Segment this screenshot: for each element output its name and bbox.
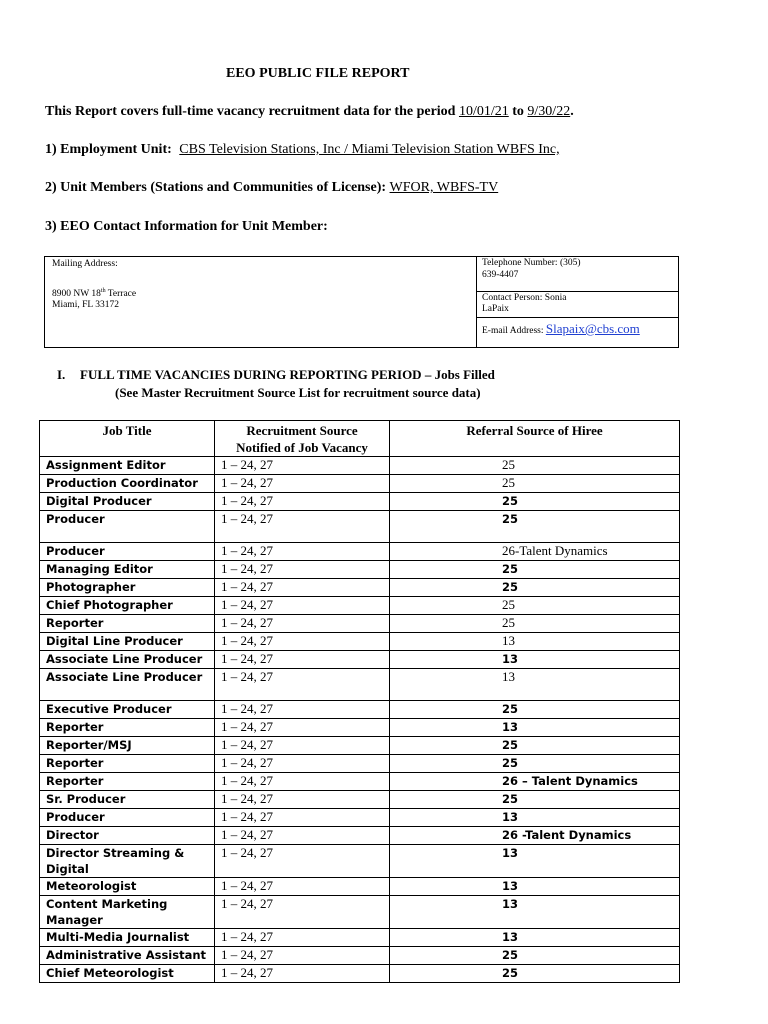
job-title-cell: Administrative Assistant bbox=[40, 947, 215, 965]
period-start: 10/01/21 bbox=[458, 104, 509, 119]
recruitment-source-cell: 1 – 24, 27 bbox=[215, 561, 390, 579]
recruitment-source-cell: 1 – 24, 27 bbox=[215, 827, 390, 845]
table-row bbox=[40, 633, 680, 651]
referral-source-cell: 25 bbox=[390, 561, 680, 579]
recruitment-source-cell: 1 – 24, 27 bbox=[215, 597, 390, 615]
recruitment-source-cell: 1 – 24, 27 bbox=[215, 791, 390, 809]
recruitment-source-cell: 1 – 24, 27 bbox=[215, 615, 390, 633]
job-title-cell: Digital Line Producer bbox=[40, 633, 215, 651]
referral-source-cell: 13 bbox=[390, 929, 680, 947]
referral-source-cell: 25 bbox=[390, 511, 680, 543]
table-row bbox=[40, 493, 680, 511]
phone-line2: 639-4407 bbox=[482, 270, 519, 280]
recruitment-source-cell: 1 – 24, 27 bbox=[215, 457, 390, 475]
referral-source-cell: 26-Talent Dynamics bbox=[390, 543, 680, 561]
recruitment-source-cell: 1 – 24, 27 bbox=[215, 475, 390, 493]
recruitment-source-cell: 1 – 24, 27 bbox=[215, 511, 390, 543]
referral-source-cell: 25 bbox=[390, 493, 680, 511]
job-title-cell: Reporter bbox=[40, 755, 215, 773]
contact-info-heading: 3) EEO Contact Information for Unit Member: bbox=[45, 219, 328, 234]
table-row bbox=[40, 896, 680, 929]
referral-source-cell: 13 bbox=[390, 669, 680, 701]
table-row bbox=[40, 737, 680, 755]
referral-source-cell: 25 bbox=[390, 579, 680, 597]
header-referral-source: Referral Source of Hiree bbox=[390, 421, 680, 457]
job-title-cell: Chief Meteorologist bbox=[40, 965, 215, 983]
table-row bbox=[40, 719, 680, 737]
table-row bbox=[40, 755, 680, 773]
referral-source-cell: 25 bbox=[390, 475, 680, 493]
job-title-cell: Digital Producer bbox=[40, 493, 215, 511]
job-title-cell: Sr. Producer bbox=[40, 791, 215, 809]
recruitment-source-cell: 1 – 24, 27 bbox=[215, 737, 390, 755]
table-body bbox=[40, 457, 680, 983]
table-row bbox=[40, 965, 680, 983]
recruitment-source-cell: 1 – 24, 27 bbox=[215, 845, 390, 878]
referral-source-cell: 26 – Talent Dynamics bbox=[390, 773, 680, 791]
referral-source-cell: 13 bbox=[390, 651, 680, 669]
phone-line1: Telephone Number: (305) bbox=[482, 258, 581, 268]
email-label: E-mail Address: bbox=[482, 326, 544, 336]
table-row bbox=[40, 511, 680, 543]
referral-source-cell: 25 bbox=[390, 737, 680, 755]
address-line1: 8900 NW 18th Terrace bbox=[52, 288, 137, 300]
unit-members-line bbox=[45, 180, 498, 196]
job-title-cell: Director Streaming & Digital bbox=[40, 845, 215, 878]
recruitment-source-cell: 1 – 24, 27 bbox=[215, 543, 390, 561]
job-title-cell: Producer bbox=[40, 809, 215, 827]
unit-members-label: 2) Unit Members (Stations and Communities of License): bbox=[45, 180, 387, 195]
recruitment-source-cell: 1 – 24, 27 bbox=[215, 878, 390, 896]
recruitment-source-cell: 1 – 24, 27 bbox=[215, 669, 390, 701]
recruitment-source-cell: 1 – 24, 27 bbox=[215, 755, 390, 773]
table-row bbox=[40, 597, 680, 615]
referral-source-cell: 25 bbox=[390, 947, 680, 965]
period-end: 9/30/22 bbox=[527, 104, 571, 119]
referral-source-cell: 25 bbox=[390, 615, 680, 633]
table-row bbox=[40, 543, 680, 561]
jobs-filled-table bbox=[39, 420, 680, 983]
job-title-cell: Content Marketing Manager bbox=[40, 896, 215, 929]
recruitment-source-cell: 1 – 24, 27 bbox=[215, 701, 390, 719]
referral-source-cell: 13 bbox=[390, 719, 680, 737]
referral-source-cell: 25 bbox=[390, 597, 680, 615]
recruitment-source-cell: 1 – 24, 27 bbox=[215, 929, 390, 947]
table-header-row bbox=[40, 421, 680, 457]
recruitment-source-cell: 1 – 24, 27 bbox=[215, 896, 390, 929]
referral-source-cell: 25 bbox=[390, 701, 680, 719]
referral-source-cell: 13 bbox=[390, 896, 680, 929]
table-row bbox=[40, 947, 680, 965]
period-prefix: This Report covers full-time vacancy recruitment data for the period bbox=[45, 104, 456, 119]
recruitment-source-cell: 1 – 24, 27 bbox=[215, 965, 390, 983]
job-title-cell: Photographer bbox=[40, 579, 215, 597]
table-row bbox=[40, 878, 680, 896]
job-title-cell: Producer bbox=[40, 543, 215, 561]
employment-unit-label: 1) Employment Unit: bbox=[45, 142, 172, 157]
referral-source-cell: 25 bbox=[390, 791, 680, 809]
email-link[interactable]: Slapaix@cbs.com bbox=[545, 321, 640, 336]
report-period-line: This Report covers full-time vacancy recruitment data for the period 10/01/21 to 9/30/22. bbox=[45, 104, 574, 119]
header-recruitment-source: Recruitment Source Notified of Job Vacancy bbox=[215, 421, 390, 457]
referral-source-cell: 13 bbox=[390, 633, 680, 651]
table-row bbox=[40, 929, 680, 947]
table-row bbox=[40, 561, 680, 579]
table-row bbox=[40, 827, 680, 845]
table-row bbox=[40, 615, 680, 633]
recruitment-source-cell: 1 – 24, 27 bbox=[215, 809, 390, 827]
recruitment-source-cell: 1 – 24, 27 bbox=[215, 719, 390, 737]
referral-source-cell: 25 bbox=[390, 457, 680, 475]
job-title-cell: Associate Line Producer bbox=[40, 651, 215, 669]
recruitment-source-cell: 1 – 24, 27 bbox=[215, 947, 390, 965]
job-title-cell: Multi-Media Journalist bbox=[40, 929, 215, 947]
header-job-title: Job Title bbox=[40, 421, 215, 457]
job-title-cell: Reporter/MSJ bbox=[40, 737, 215, 755]
job-title-cell: Chief Photographer bbox=[40, 597, 215, 615]
email-row bbox=[482, 321, 640, 337]
table-row bbox=[40, 773, 680, 791]
table-row bbox=[40, 809, 680, 827]
recruitment-source-cell: 1 – 24, 27 bbox=[215, 773, 390, 791]
section-subtitle: (See Master Recruitment Source List for recruitment source data) bbox=[115, 385, 481, 400]
referral-source-cell: 25 bbox=[390, 755, 680, 773]
table-row bbox=[40, 845, 680, 878]
job-title-cell: Director bbox=[40, 827, 215, 845]
job-title-cell: Reporter bbox=[40, 615, 215, 633]
contact-person-line2: LaPaix bbox=[482, 304, 509, 314]
job-title-cell: Associate Line Producer bbox=[40, 669, 215, 701]
unit-members-value: WFOR, WBFS-TV bbox=[389, 180, 499, 195]
table-row bbox=[40, 701, 680, 719]
table-row bbox=[40, 791, 680, 809]
section-number: I. bbox=[57, 367, 66, 382]
referral-source-cell: 25 bbox=[390, 965, 680, 983]
contact-person-line1: Contact Person: Sonia bbox=[482, 293, 567, 303]
job-title-cell: Managing Editor bbox=[40, 561, 215, 579]
recruitment-source-cell: 1 – 24, 27 bbox=[215, 633, 390, 651]
recruitment-source-cell: 1 – 24, 27 bbox=[215, 651, 390, 669]
referral-source-cell: 13 bbox=[390, 845, 680, 878]
contact-box bbox=[44, 256, 679, 348]
employment-unit-value: CBS Television Stations, Inc / Miami Television Station WBFS Inc, bbox=[179, 142, 560, 157]
section-title: FULL TIME VACANCIES DURING REPORTING PERIOD – Jobs Filled bbox=[80, 367, 495, 382]
job-title-cell: Reporter bbox=[40, 719, 215, 737]
job-title-cell: Meteorologist bbox=[40, 878, 215, 896]
table-row bbox=[40, 579, 680, 597]
table-row bbox=[40, 651, 680, 669]
referral-source-cell: 13 bbox=[390, 878, 680, 896]
table-row bbox=[40, 669, 680, 701]
referral-source-cell: 26 -Talent Dynamics bbox=[390, 827, 680, 845]
period-to: to bbox=[512, 104, 524, 119]
address-line2: Miami, FL 33172 bbox=[52, 300, 119, 310]
report-title: EEO PUBLIC FILE REPORT bbox=[226, 66, 410, 81]
recruitment-source-cell: 1 – 24, 27 bbox=[215, 493, 390, 511]
referral-source-cell: 13 bbox=[390, 809, 680, 827]
employment-unit-line bbox=[45, 142, 560, 158]
job-title-cell: Reporter bbox=[40, 773, 215, 791]
job-title-cell: Production Coordinator bbox=[40, 475, 215, 493]
mailing-label: Mailing Address: bbox=[52, 259, 118, 269]
job-title-cell: Executive Producer bbox=[40, 701, 215, 719]
table-row bbox=[40, 457, 680, 475]
table-row bbox=[40, 475, 680, 493]
job-title-cell: Producer bbox=[40, 511, 215, 543]
job-title-cell: Assignment Editor bbox=[40, 457, 215, 475]
recruitment-source-cell: 1 – 24, 27 bbox=[215, 579, 390, 597]
